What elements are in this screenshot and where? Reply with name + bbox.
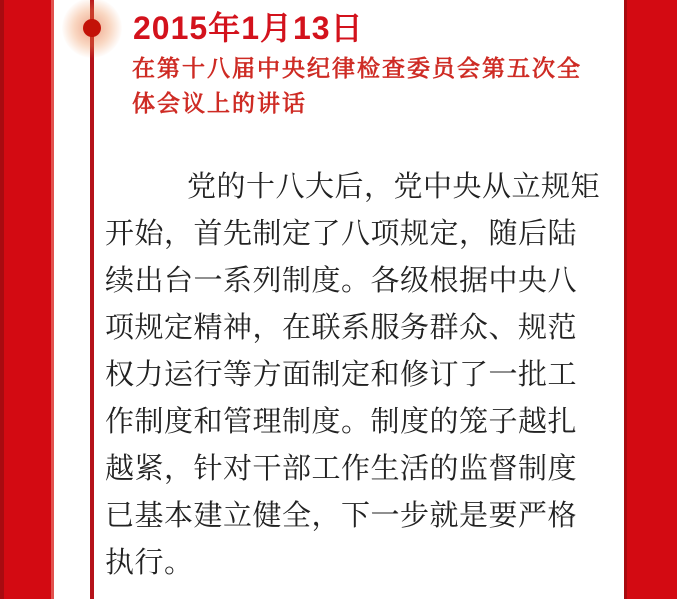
subtitle-line: 在第十八届中央纪律检查委员会第五次全 [132, 55, 582, 81]
paragraph-line: 越紧，针对干部工作生活的监督制度 [105, 453, 578, 485]
paragraph-line: 权力运行等方面制定和修订了一批工 [105, 359, 578, 391]
paragraph-line: 执行。 [105, 547, 194, 579]
body-paragraph [105, 164, 601, 587]
left-red-bar [0, 0, 54, 599]
paragraph-line: 续出台一系列制度。各级根据中央八 [105, 265, 578, 297]
paragraph-line: 项规定精神，在联系服务群众、规范 [105, 312, 578, 344]
paragraph-line: 党的十八大后，党中央从立规矩 [187, 171, 601, 203]
timeline-bullet-icon [83, 19, 101, 37]
right-red-bar [624, 0, 677, 599]
date-heading: 2015年1月13日 [133, 10, 364, 46]
paragraph-line: 开始，首先制定了八项规定，随后陆 [105, 218, 578, 250]
subtitle-line: 体会议上的讲话 [132, 90, 307, 116]
paragraph-line: 作制度和管理制度。制度的笼子越扎 [105, 406, 578, 438]
timeline-line [90, 0, 94, 599]
speech-subtitle [132, 51, 602, 121]
paragraph-line: 已基本建立健全，下一步就是要严格 [105, 500, 578, 532]
